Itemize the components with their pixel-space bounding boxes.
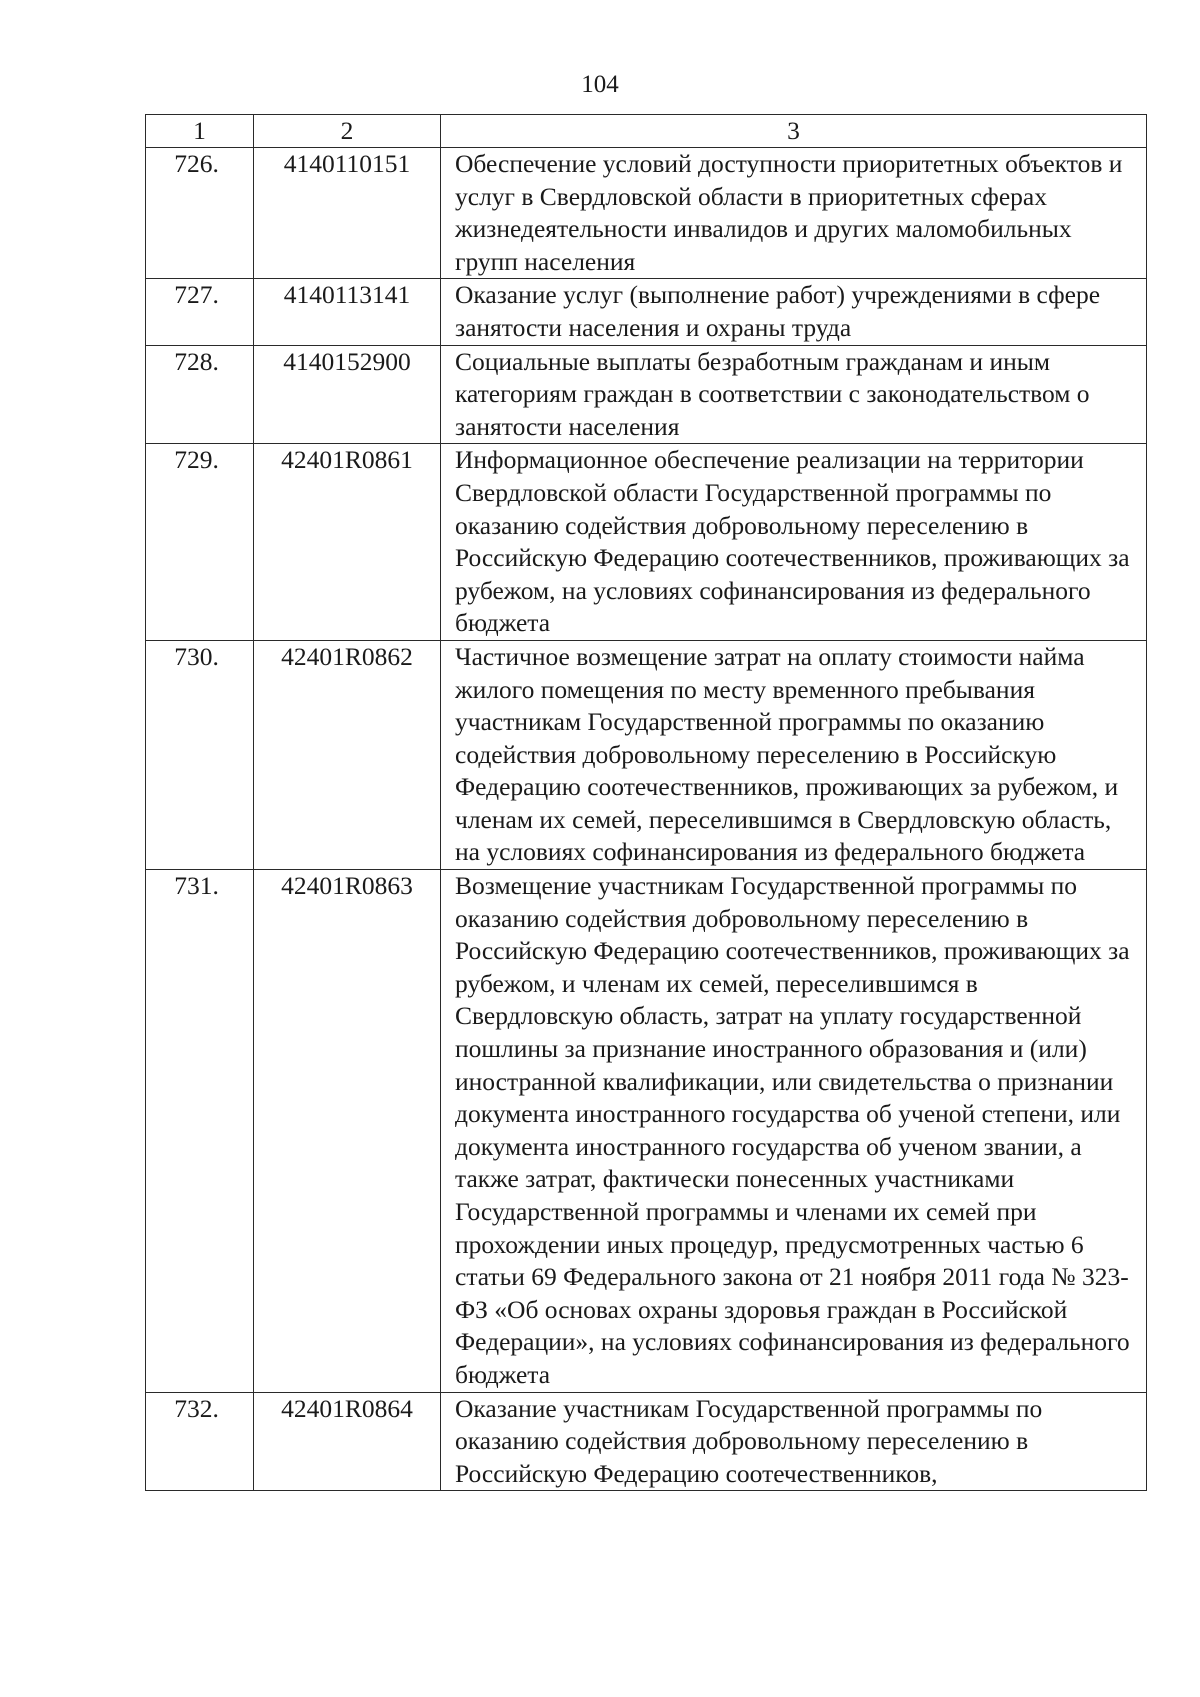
row-description: Оказание услуг (выполнение работ) учреждениями в сфере занятости населения и охраны труда (441, 279, 1147, 345)
row-code: 4140113141 (254, 279, 441, 345)
table-row (146, 279, 1147, 345)
row-number: 728. (146, 345, 254, 444)
row-description: Обеспечение условий доступности приоритетных объектов и услуг в Свердловской области в приоритетных сферах жизнедеятельности инвалидов и других маломобильных групп населения (441, 148, 1147, 279)
row-description: Возмещение участникам Государственной программы по оказанию содействия добровольному переселению в Российскую Федерацию соотечественников, проживающих за рубежом, и членам их семей, переселившимся в Свердловскую область, затрат на уплату государственной пошлины за признание иностранного образования и (или) иностранной квалификации, или свидетельства о признании документа иностранного государства об ученой степени, или документа иностранного государства об ученом звании, а также затрат, фактически понесенных участниками Государственной программы и членами их семей при прохождении иных процедур, предусмотренных частью 6 статьи 69 Федерального закона от 21 ноября 2011 года № 323-ФЗ «Об основах охраны здоровья граждан в Российской Федерации», на условиях софинансирования из федерального бюджета (441, 870, 1147, 1393)
row-number: 732. (146, 1392, 254, 1491)
column-header-description: 3 (441, 115, 1147, 148)
row-code: 42401R0864 (254, 1392, 441, 1491)
row-number: 729. (146, 444, 254, 641)
row-description: Частичное возмещение затрат на оплату стоимости найма жилого помещения по месту временного пребывания участникам Государственной программы по оказанию содействия добровольному переселению в Российскую Федерацию соотечественников, проживающих за рубежом, и членам их семей, переселившимся в Свердловскую область, на условиях софинансирования из федерального бюджета (441, 640, 1147, 869)
column-header-code: 2 (254, 115, 441, 148)
row-description: Оказание участникам Государственной программы по оказанию содействия добровольному переселению в Российскую Федерацию соотечественников, (441, 1392, 1147, 1491)
row-code: 42401R0862 (254, 640, 441, 869)
row-code: 4140110151 (254, 148, 441, 279)
row-code: 42401R0861 (254, 444, 441, 641)
row-number: 730. (146, 640, 254, 869)
row-number: 726. (146, 148, 254, 279)
row-description: Информационное обеспечение реализации на территории Свердловской области Государственной программы по оказанию содействия добровольному переселению в Российскую Федерацию соотечественников, проживающих за рубежом, на условиях софинансирования из федерального бюджета (441, 444, 1147, 641)
budget-classification-table (145, 114, 1147, 1491)
table-row (146, 444, 1147, 641)
table-row (146, 640, 1147, 869)
page-number: 104 (581, 71, 619, 98)
row-code: 4140152900 (254, 345, 441, 444)
table-row (146, 345, 1147, 444)
table-row (146, 870, 1147, 1393)
row-number: 731. (146, 870, 254, 1393)
column-header-number: 1 (146, 115, 254, 148)
table-header-row (146, 115, 1147, 148)
row-code: 42401R0863 (254, 870, 441, 1393)
row-number: 727. (146, 279, 254, 345)
table-row (146, 148, 1147, 279)
table-row (146, 1392, 1147, 1491)
row-description: Социальные выплаты безработным гражданам и иным категориям граждан в соответствии с законодательством о занятости населения (441, 345, 1147, 444)
